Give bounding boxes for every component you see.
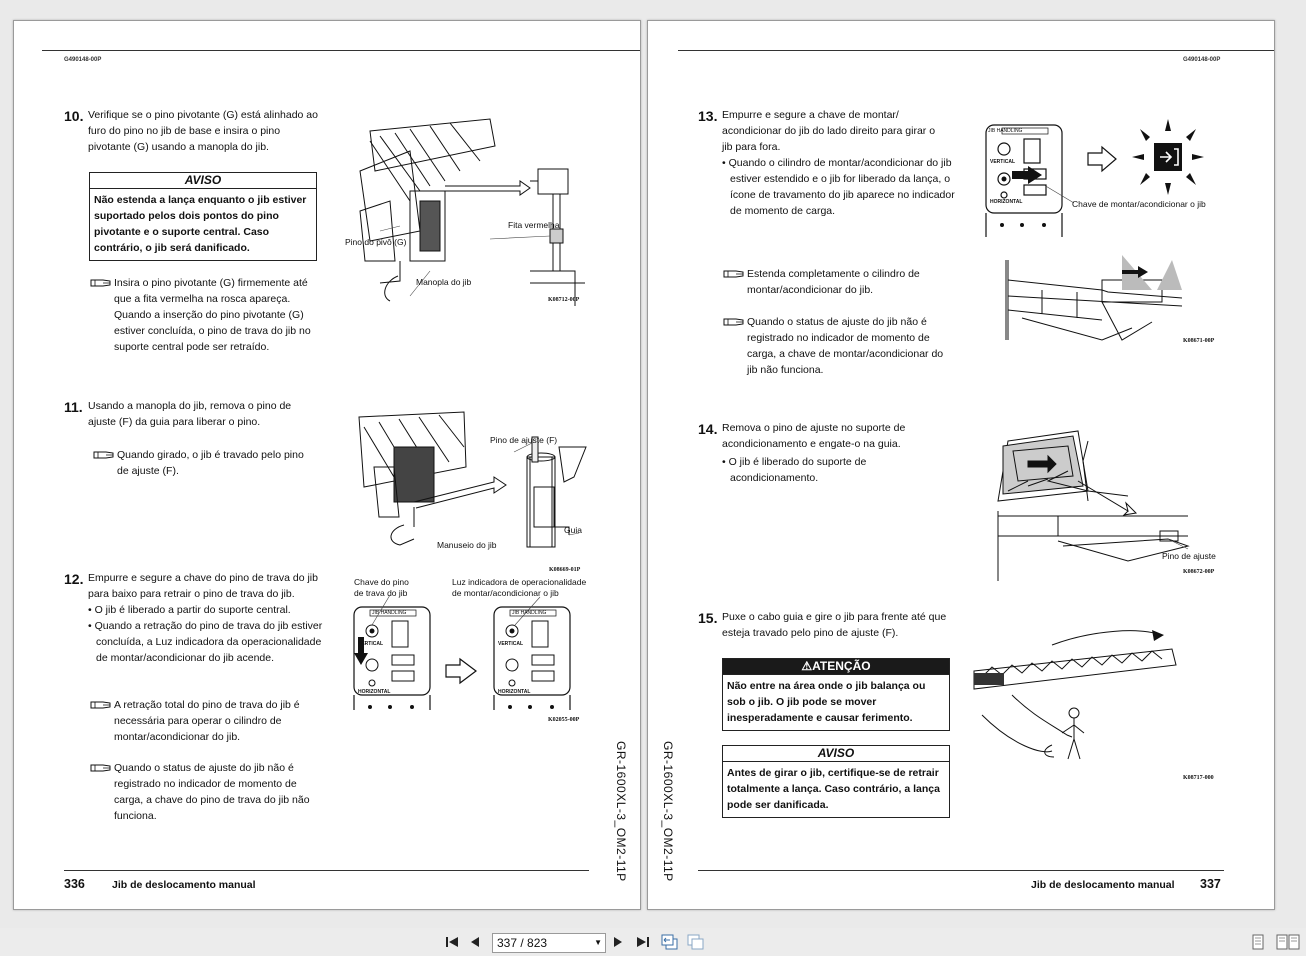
step-text: Verifique se o pino pivotante (G) está alinhado ao furo do pino no jib de base e insira o pino pivotante (G) usando a manopla do jib. bbox=[88, 109, 318, 153]
figure-label: Pino de ajuste bbox=[1162, 551, 1216, 561]
figure-jib-pivot-pin bbox=[345, 111, 590, 311]
viewer-toolbar bbox=[0, 928, 1306, 956]
note bbox=[747, 314, 952, 378]
step-text: Empurre e segure a chave do pino de trava do jib para baixo para retrair o pino de trava do jib. bbox=[88, 572, 318, 600]
warning-title-text: ATENÇÃO bbox=[812, 659, 871, 673]
footer-title: Jib de deslocamento manual bbox=[1031, 879, 1175, 891]
figure-stow-bracket-pin bbox=[988, 421, 1228, 581]
panel-text: HORIZONTAL bbox=[358, 689, 391, 695]
figure-label: Guia bbox=[564, 525, 582, 535]
two-page-view-icon[interactable] bbox=[1276, 934, 1300, 950]
step-number: 15. bbox=[698, 610, 718, 626]
figure-code: K08669-01P bbox=[549, 567, 581, 573]
note bbox=[114, 275, 319, 355]
bullet-item: • O jib é liberado do suporte de acondicionamento. bbox=[722, 456, 867, 484]
panel-text: JIB HANDLING bbox=[512, 610, 547, 616]
pointing-hand-icon bbox=[723, 269, 745, 279]
panel-text: JIB HANDLING bbox=[988, 128, 1023, 134]
page-number-input[interactable] bbox=[492, 933, 606, 953]
step-text: Puxe o cabo guia e gire o jib para frente até que esteja travado pelo pino de ajuste (F). bbox=[722, 611, 947, 639]
panel-text: HORIZONTAL bbox=[498, 689, 531, 695]
figure-code: K08717-000 bbox=[1183, 775, 1214, 781]
notice-box bbox=[89, 172, 317, 261]
figure-lock-pin-switch bbox=[350, 575, 590, 725]
figure-label: Luz indicadora de operacionalidade de montar/acondicionar o jib bbox=[452, 577, 587, 598]
note-text: A retração total do pino de trava do jib é necessária para operar o cilindro de montar/acondicionar do jib. bbox=[114, 699, 300, 743]
previous-page-icon[interactable] bbox=[470, 936, 480, 948]
figure-label: Chave de montar/acondicionar o jib bbox=[1072, 199, 1206, 209]
note bbox=[747, 266, 952, 298]
bullet-item: • O jib é liberado a partir do suporte central. bbox=[88, 604, 291, 616]
step-number: 13. bbox=[698, 108, 718, 124]
figure-label: Chave do pino de trava do jib bbox=[354, 577, 409, 598]
figure-adjust-pin bbox=[354, 407, 594, 573]
page-number-value: 337 / 823 bbox=[497, 936, 548, 950]
rotate-jib-drawing bbox=[972, 625, 1232, 775]
document-code: GR-1600XL-3_OM2-11P bbox=[661, 741, 675, 882]
figure-label: Manuseio do jib bbox=[437, 540, 497, 550]
note bbox=[114, 697, 319, 745]
warning-title bbox=[723, 659, 949, 675]
step-number: 12. bbox=[64, 571, 84, 587]
header-code: G490148-00P bbox=[64, 57, 102, 63]
notice-body: Antes de girar o jib, certifique-se de retrair totalmente a lança. Caso contrário, a lança pode ser danificada. bbox=[727, 767, 940, 811]
step-number: 11. bbox=[64, 399, 83, 415]
notice-body: Não estenda a lança enquanto o jib estiver suportado pelos dois pontos do pino pivotante e o suporte central. Caso contrário, o jib será danificado. bbox=[94, 194, 307, 254]
panel-text: VERTICAL bbox=[498, 641, 523, 647]
notice-title: AVISO bbox=[723, 746, 949, 762]
pointing-hand-icon bbox=[93, 450, 115, 460]
bullet-text: Quando o cilindro de montar/acondicionar do jib estiver estendido e o jib for liberado da lança, o ícone de travamento do jib aparece no indicador de momento de carga. bbox=[728, 157, 955, 217]
first-page-icon[interactable] bbox=[445, 936, 459, 948]
step-text: Empurre e segure a chave de montar/ acondicionar do jib do lado direito para girar o jib para fora. bbox=[722, 109, 936, 153]
figure-label: Pino do pivô (G) bbox=[345, 237, 407, 247]
notice-title: AVISO bbox=[90, 173, 316, 189]
figure-jib-stow-switch bbox=[982, 117, 1222, 347]
right-page bbox=[647, 20, 1275, 910]
footer-title: Jib de deslocamento manual bbox=[112, 879, 256, 891]
figure-code: K08712-00P bbox=[548, 297, 580, 303]
note-text: Estenda completamente o cilindro de montar/acondicionar do jib. bbox=[747, 268, 920, 296]
figure-code: K08671-00P bbox=[1183, 338, 1215, 344]
page-number: 336 bbox=[64, 877, 85, 891]
header-rule bbox=[42, 50, 640, 51]
note bbox=[117, 447, 317, 479]
go-back-icon[interactable] bbox=[661, 934, 679, 950]
left-page bbox=[13, 20, 641, 910]
jib-cylinder-drawing bbox=[982, 250, 1222, 350]
notice-box bbox=[722, 745, 950, 818]
note-text: Quando o status de ajuste do jib não é registrado no indicador de momento de carga, a chave do pino de trava do jib não funciona. bbox=[114, 762, 310, 822]
warning-triangle-icon: ⚠ bbox=[801, 659, 813, 673]
panel-text: VERTICAL bbox=[358, 641, 383, 647]
bullet-item: • Quando o cilindro de montar/acondicionar do jib estiver estendido e o jib for liberado da lança, o ícone de travamento do jib aparece no indicador de momento de carga. bbox=[722, 157, 955, 217]
footer-rule bbox=[698, 870, 1224, 871]
go-forward-icon[interactable] bbox=[687, 934, 705, 950]
switch-panel-drawing bbox=[350, 575, 590, 725]
note-text: Quando o status de ajuste do jib não é registrado no indicador de momento de carga, a chave de montar/acondicionar do jib não funciona. bbox=[747, 316, 944, 376]
figure-rotate-jib bbox=[972, 625, 1232, 781]
footer-rule bbox=[64, 870, 589, 871]
bullet-text: O jib é liberado do suporte de acondicionamento. bbox=[728, 456, 867, 484]
adjust-pin-drawing bbox=[354, 407, 594, 557]
pointing-hand-icon bbox=[90, 763, 112, 773]
step-number: 10. bbox=[64, 108, 84, 124]
note-text: Quando girado, o jib é travado pelo pino de ajuste (F). bbox=[117, 449, 304, 477]
panel-text: JIB HANDLING bbox=[372, 610, 407, 616]
bullet-text: Quando a retração do pino de trava do jib estiver concluída, a Luz indicadora da operacionalidade de montar/acondicionar do jib acende. bbox=[94, 620, 323, 664]
panel-text: HORIZONTAL bbox=[990, 199, 1023, 205]
next-page-icon[interactable] bbox=[613, 936, 623, 948]
note bbox=[114, 760, 319, 824]
warning-body: Não entre na área onde o jib balança ou sob o jib. O jib pode se mover inesperadamente e causar ferimento. bbox=[727, 680, 926, 724]
step-text: Usando a manopla do jib, remova o pino de ajuste (F) da guia para liberar o pino. bbox=[88, 400, 292, 428]
pointing-hand-icon bbox=[90, 278, 112, 288]
figure-label: Manopla do jib bbox=[416, 277, 472, 287]
pointing-hand-icon bbox=[90, 700, 112, 710]
figure-code: K02055-00P bbox=[548, 717, 580, 723]
figure-label: Pino de ajuste (F) bbox=[490, 435, 558, 445]
warning-box bbox=[722, 658, 950, 731]
step-number: 14. bbox=[698, 421, 718, 437]
chevron-down-icon[interactable]: ▼ bbox=[594, 938, 602, 947]
single-page-view-icon[interactable] bbox=[1252, 934, 1264, 950]
header-rule bbox=[678, 50, 1274, 51]
last-page-icon[interactable] bbox=[636, 936, 650, 948]
header-code: G490148-00P bbox=[1183, 57, 1221, 63]
bullet-item: • Quando a retração do pino de trava do jib estiver concluída, a Luz indicadora da operacionalidade de montar/acondicionar do jib acende. bbox=[88, 620, 323, 664]
note-text: Insira o pino pivotante (G) firmemente até que a fita vermelha na rosca apareça. Quando a inserção do pino pivotante (G) estiver concluída, o pino de trava do jib no suporte central pode ser retraído. bbox=[114, 277, 311, 353]
step-text: Remova o pino de ajuste no suporte de acondicionamento e engate-o na guia. bbox=[722, 422, 906, 450]
figure-label: Fita vermelha bbox=[508, 220, 560, 230]
pointing-hand-icon bbox=[723, 317, 745, 327]
document-code: GR-1600XL-3_OM2-11P bbox=[614, 741, 628, 882]
bullet-text: O jib é liberado a partir do suporte central. bbox=[94, 604, 291, 616]
figure-code: K08672-00P bbox=[1183, 569, 1215, 575]
panel-text: VERTICAL bbox=[990, 159, 1015, 165]
page-number: 337 bbox=[1200, 877, 1221, 891]
